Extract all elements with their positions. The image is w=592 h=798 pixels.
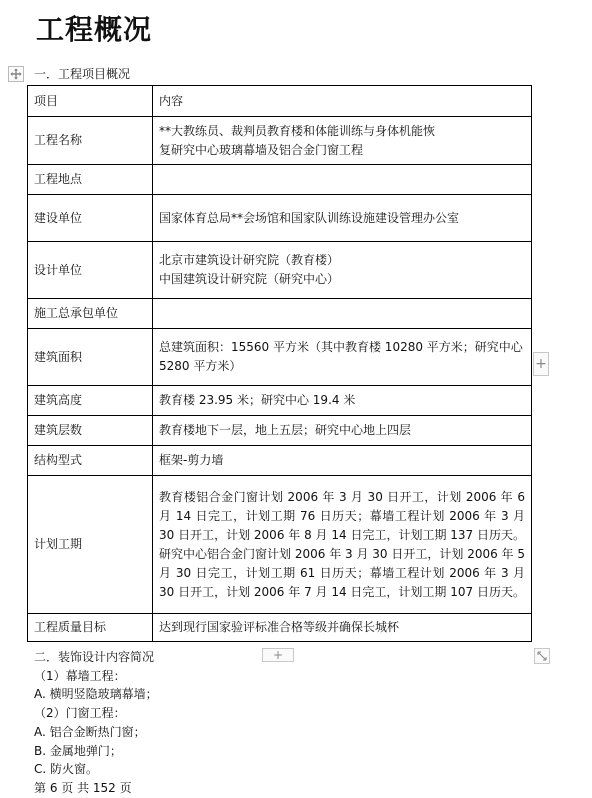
table-row: [28, 195, 532, 242]
row-value: 教育楼 23.95 米；研究中心 19.4 米: [153, 386, 532, 416]
table-row: [28, 446, 532, 476]
resize-diagonal-icon: [537, 651, 547, 661]
page-title: 工程概况: [36, 13, 153, 46]
row-value: [153, 299, 532, 329]
project-overview-table: [27, 85, 532, 642]
table-row: [28, 299, 532, 329]
decoration-content-section: [34, 648, 158, 798]
body-line: A. 横明竖隐玻璃幕墙；: [34, 687, 158, 702]
row-label: 结构型式: [28, 446, 153, 476]
section-heading-project-overview: 一．工程项目概况: [34, 67, 131, 81]
table-row: [28, 329, 532, 386]
row-label: 建筑高度: [28, 386, 153, 416]
body-line: A. 铝合金断热门窗；: [34, 724, 146, 739]
row-value: 国家体育总局**会场馆和国家队训练设施建设管理办公室: [153, 195, 532, 242]
row-value-line: 北京市建筑设计研究院（教育楼）: [159, 253, 340, 267]
table-header-row: [28, 86, 532, 117]
table-row: [28, 242, 532, 299]
row-label: 建设单位: [28, 195, 153, 242]
row-value-schedule: 教育楼铝合金门窗计划 2006 年 3 月 30 日开工，计划 2006 年 6 月 14 日完工，计划工期 76 日历天；幕墙工程计划 2006 年 3 月 30 日开工，计划 2006 年 8 月 14 日完工，计划工期 137 日历天。研究中心铝合金门窗计划 2006 年 3 月 30 日开工，计划 2006 年 5 月 30 日完工，计划工期 61 日历天；幕墙工程计划 2006 年 3 月 30 日开工，计划 2006 年 7 月 14 日完工，计划工期 107 日历天。: [153, 476, 532, 614]
row-label: 工程地点: [28, 165, 153, 195]
table-resize-handle[interactable]: [534, 648, 550, 664]
row-value: [153, 117, 532, 165]
row-value-line: **大教练员、裁判员教育楼和体能训练与身体机能恢: [159, 123, 436, 138]
row-value-line: 复研究中心玻璃幕墙及铝合金门窗工程: [159, 142, 364, 157]
row-label: 工程名称: [28, 117, 153, 165]
header-cell-content: 内容: [153, 86, 532, 117]
row-label: 设计单位: [28, 242, 153, 299]
row-value: [153, 329, 532, 386]
table-row: [28, 416, 532, 446]
page-number: 第 6 页 共 152 页: [34, 780, 132, 795]
body-line: B. 金属地弹门；: [34, 743, 122, 758]
row-value-line: 5280 平方米）: [159, 359, 242, 373]
row-value: 达到现行国家验评标准合格等级并确保长城杯: [153, 614, 532, 642]
table-row: [28, 117, 532, 165]
table-move-handle[interactable]: [8, 66, 24, 82]
row-value: [153, 165, 532, 195]
add-row-button[interactable]: +: [262, 648, 294, 662]
row-label: 计划工期: [28, 476, 153, 614]
table-row: [28, 614, 532, 642]
row-value: [153, 242, 532, 299]
row-value: 框架-剪力墙: [153, 446, 532, 476]
row-value-line: 中国建筑设计研究院（研究中心）: [159, 272, 340, 286]
section-heading-decoration: 二．装饰设计内容简况: [34, 650, 155, 664]
row-label: 工程质量目标: [28, 614, 153, 642]
table-row: [28, 476, 532, 614]
body-line: C. 防火窗。: [34, 762, 99, 777]
row-label: 建筑层数: [28, 416, 153, 446]
body-line: （2）门窗工程：: [34, 706, 126, 721]
add-column-button[interactable]: +: [533, 352, 549, 376]
table-row: [28, 165, 532, 195]
row-label: 建筑面积: [28, 329, 153, 386]
move-icon: [10, 68, 22, 80]
header-cell-item: 项目: [28, 86, 153, 117]
body-line: （1）幕墙工程：: [34, 668, 126, 683]
row-label: 施工总承包单位: [28, 299, 153, 329]
table-row: [28, 386, 532, 416]
row-value-line: 总建筑面积：15560 平方米（其中教育楼 10280 平方米；研究中心: [159, 340, 523, 354]
row-value: 教育楼地下一层，地上五层；研究中心地上四层: [153, 416, 532, 446]
